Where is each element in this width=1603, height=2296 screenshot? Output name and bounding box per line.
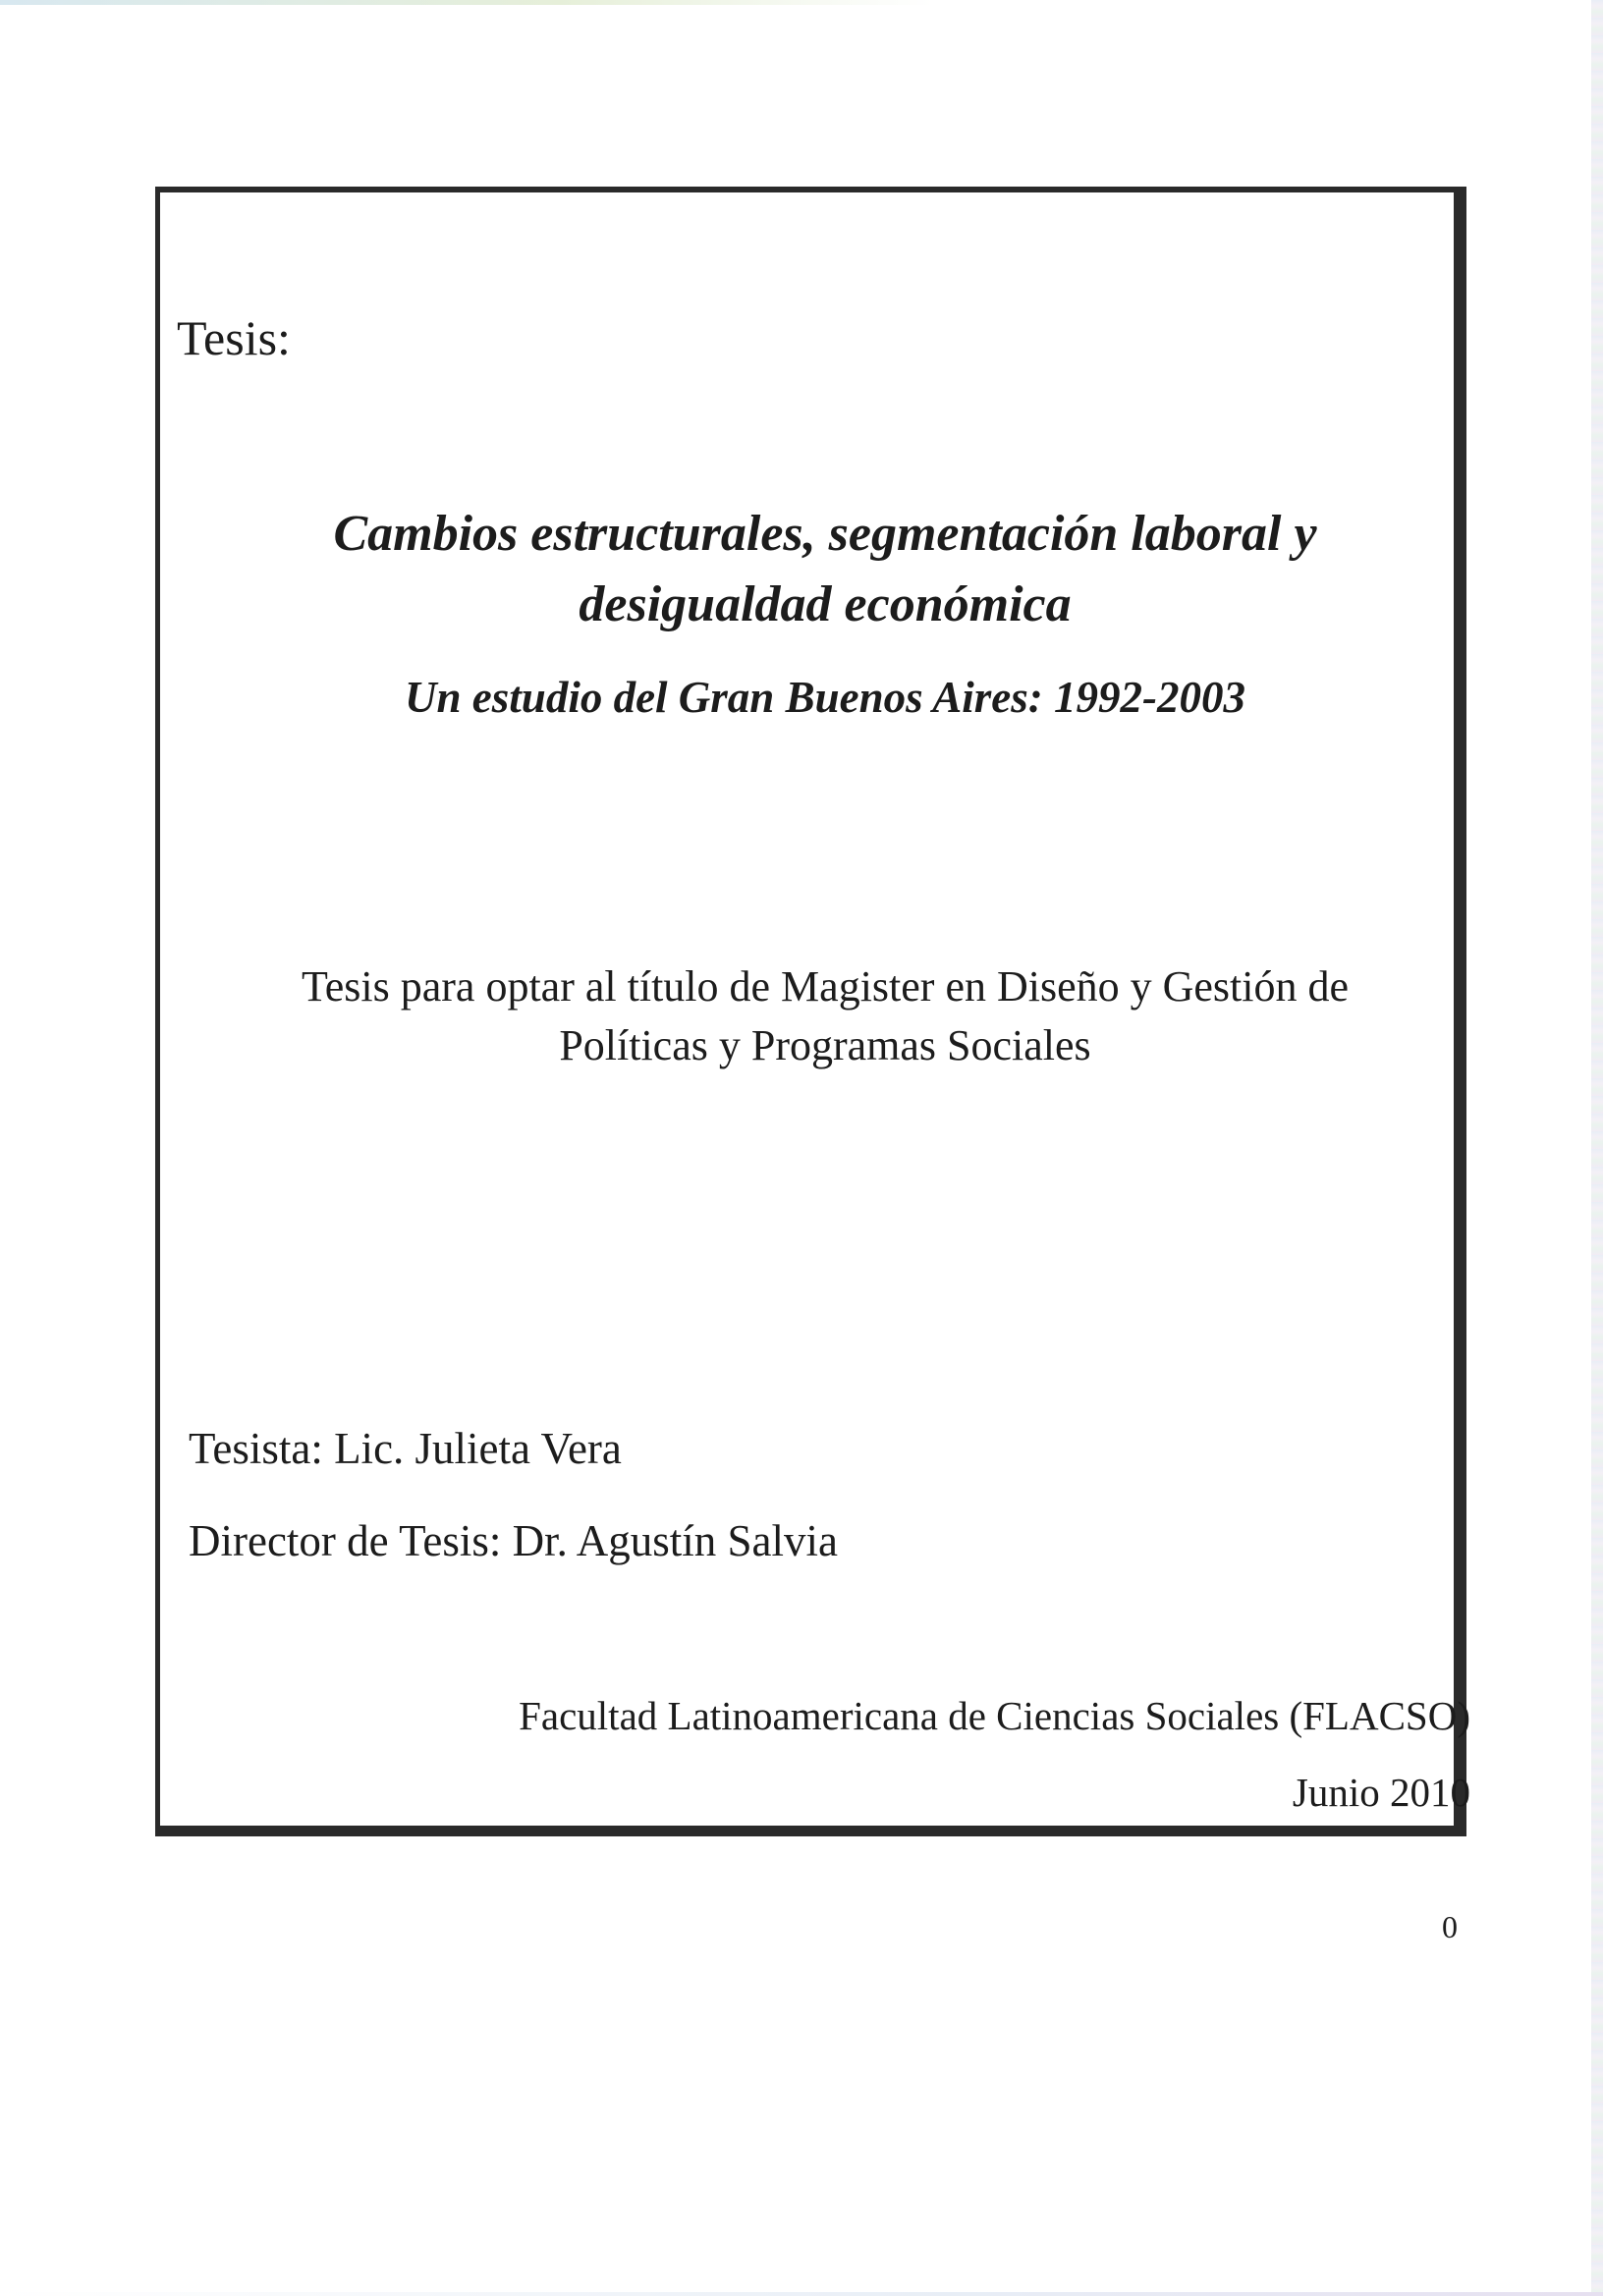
thesis-title	[196, 499, 1454, 640]
scan-top-edge	[0, 0, 933, 5]
author-line: Tesista: Lic. Julieta Vera	[189, 1424, 622, 1473]
director-line: Director de Tesis: Dr. Agustín Salvia	[189, 1516, 838, 1565]
scan-right-edge	[1591, 0, 1603, 2296]
institution-name: Facultad Latinoamericana de Ciencias Sociales (FLACSO)	[519, 1693, 1470, 1738]
scan-bottom-edge	[0, 2292, 1603, 2296]
submission-date: Junio 2010	[1292, 1770, 1470, 1815]
degree-statement-line-2: Políticas y Programas Sociales	[559, 1021, 1091, 1069]
thesis-label: Tesis:	[177, 310, 291, 365]
thesis-subtitle: Un estudio del Gran Buenos Aires: 1992-2003	[405, 673, 1245, 722]
degree-statement-line-1: Tesis para optar al título de Magister en Diseño y Gestión de	[301, 962, 1350, 1011]
degree-statement	[196, 957, 1454, 1075]
thesis-title-line-1: Cambios estructurales, segmentación laboral y	[333, 506, 1317, 562]
page-number: 0	[1442, 1909, 1458, 1944]
thesis-title-line-2: desigualdad económica	[579, 576, 1072, 632]
